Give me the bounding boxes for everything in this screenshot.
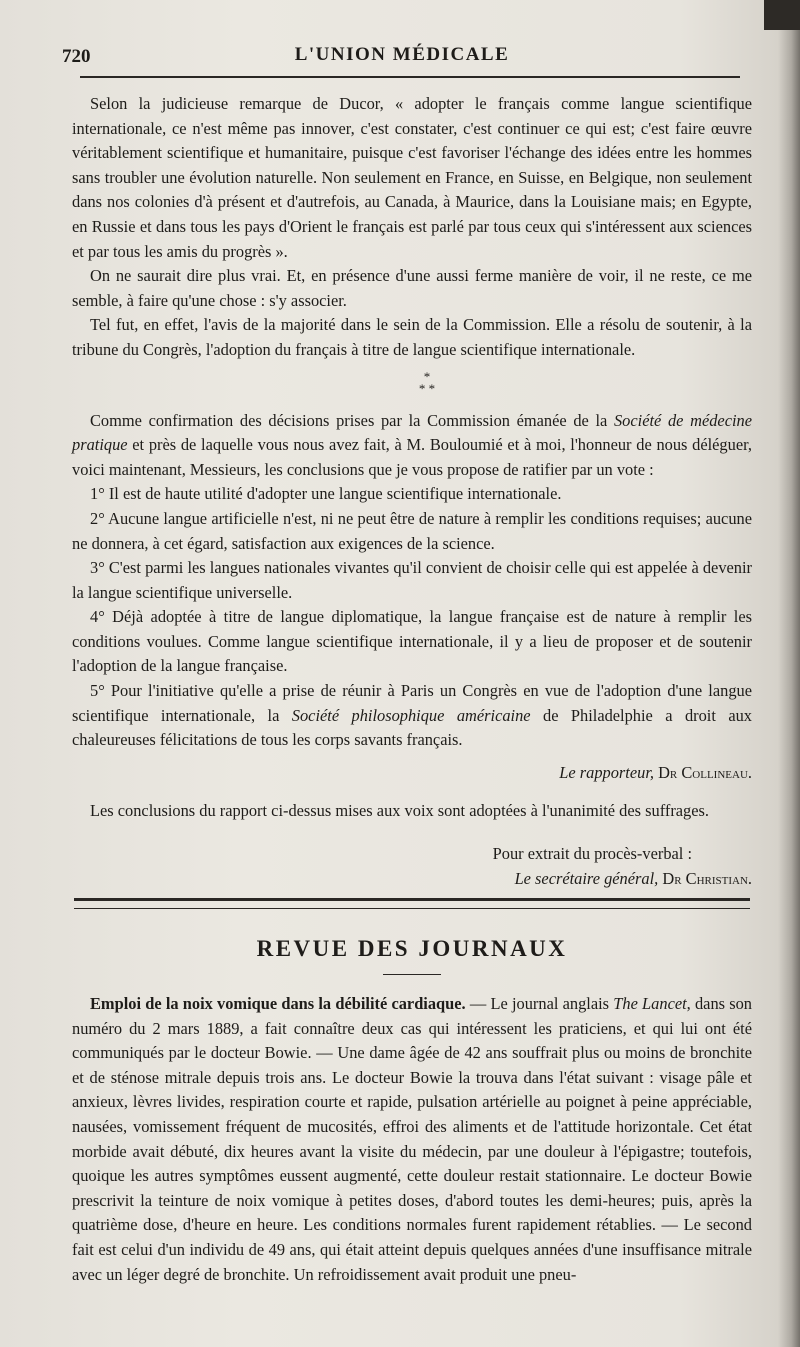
signature-role: Le rapporteur,	[559, 762, 654, 782]
section-divider	[74, 898, 750, 909]
page-edge-shadow	[778, 0, 800, 1347]
journal-name: The Lancet	[613, 994, 687, 1013]
conclusion-item-3: 3° C'est parmi les langues nationales vivantes qu'il convient de choisir celle qui est appelée à devenir la langue scientifique universelle.	[72, 558, 752, 602]
american-society-name: Société philosophique américaine	[291, 705, 531, 725]
paragraph-commission: Tel fut, en effet, l'avis de la majorité dans le sein de la Commission. Elle a résolu de soutenir, à la tribune du Congrès, l'adoption du français à titre de langue scientifique internationale.	[72, 315, 752, 359]
secretary-role: Le secrétaire général,	[514, 868, 659, 888]
scan-corner	[764, 0, 800, 30]
article-lead: — Le journal anglais	[465, 994, 614, 1013]
society-name: Société de médecine pratique	[72, 410, 752, 455]
conclusions-intro-b: et près de laquelle vous nous avez fait, à M. Bouloumié et à moi, l'honneur de nous déléguer, voici maintenant, Messieurs, les conclusions que je vous propose de ratifier par un vote :	[72, 435, 752, 479]
page-header	[62, 40, 742, 76]
item5-b: de Philadelphie a droit aux chaleureuses félicitations de tous les corps savants français.	[72, 705, 753, 750]
conclusions-intro-a: Comme confirmation des décisions prises par la Commission émanée de la	[90, 410, 614, 430]
article-headline: Emploi de la noix vomique dans la débilité cardiaque.	[90, 994, 466, 1013]
paragraph-agreement: On ne saurait dire plus vrai. Et, en présence d'une aussi ferme manière de voir, il ne reste, ce me semble, à faire qu'une chose : s'y associer.	[72, 266, 752, 310]
asterism-bottom: * *	[418, 380, 436, 396]
header-rule	[80, 76, 740, 78]
article-paragraph	[72, 992, 752, 1287]
conclusions-intro	[72, 409, 752, 483]
conclusion-item-1: 1° Il est de haute utilité d'adopter une langue scientifique internationale.	[90, 484, 562, 504]
conclusion-item-5	[72, 679, 752, 753]
adoption-paragraph: Les conclusions du rapport ci-dessus mises aux voix sont adoptées à l'unanimité des suffrages.	[90, 801, 709, 821]
extract-line: Pour extrait du procès-verbal :	[492, 844, 692, 864]
conclusion-item-4: 4° Déjà adoptée à titre de langue diplomatique, la langue française est de nature à remplir les conditions voulues. Comme langue scientifique internationale, il y a lieu de proposer et de soutenir l'adoption de la langue française.	[72, 607, 752, 676]
conclusion-item-2: 2° Aucune langue artificielle n'est, ni ne peut être de nature à remplir les conditions requises; aucune ne donnera, à cet égard, satisfaction aux exigences de la science.	[72, 508, 752, 553]
page-number: 720	[62, 46, 91, 67]
item5-a: 5° Pour l'initiative qu'elle a prise de réunir à Paris un Congrès en vue de l'adoption d'une langue scientifique internationale, la	[72, 681, 752, 725]
title-underline	[383, 974, 441, 975]
paragraph-ducor-quote: Selon la judicieuse remarque de Ducor, « adopter le français comme langue scientifique internationale, ce n'est même pas innover, c'est constater, c'est continuer ce qui est; c'est faire œuvre véritablement scientifique et humanitaire, puisque c'est favoriser l'échange des idées entre les hommes sans troubler une évolution naturelle. Non seulement en France, en Suisse, en Belgique, non seulement dans nos colonies d'à présent et d'autrefois, au Canada, à Maurice, dans la Louisiane mais; en Egypte, en Russie et dans tous les pays d'Orient le français est parlé par tous ceux qui s'intéressent aux sciences et par tous les amis du progrès ».	[72, 94, 752, 261]
section-title: REVUE DES JOURNAUX	[256, 936, 568, 961]
minutes-extract	[72, 842, 752, 891]
secretary-name: Dr Christian.	[662, 868, 752, 888]
signature-name: Dr Collineau.	[658, 762, 752, 782]
article-body: , dans son numéro du 2 mars 1889, a fait connaître deux cas qui intéressent les praticiens, et qui lui ont été communiqués par le docteur Bowie. — Une dame âgée de 42 ans souffrait plus ou moins de bronchite et de sténose mitrale depuis trois ans. Le docteur Bowie la trouva dans l'état suivant : visage pâle et anxieux, lèvres livides, respiration courte et rapide, pulsation artérielle au poignet à peine appréciable, nausées, vomissement fréquent de mucosités, effroi des aliments et de l'attitude horizontale. Cet état morbide avait débuté, dix heures avant la visite du médecin, par une douleur à l'épigastre; toutefois, quoique les autres symptômes eussent augmenté, cette douleur restait stationnaire. Le docteur Bowie prescrivit la teinture de noix vomique à petites doses, d'abord toutes les demi-heures; puis, après la quatrième dose, d'heure en heure. Les conditions normales furent rapidement rétablies. — Le second fait est celui d'un individu de 49 ans, qui était atteint depuis quelques années d'une insuffisance mitrale avec un léger degré de bronchite. Un refroidissement avait produit une pneu-	[72, 994, 753, 1284]
extract-signature	[72, 867, 752, 892]
article-noix-vomique	[72, 992, 752, 1287]
report-body	[72, 92, 752, 891]
rapporteur-signature	[72, 761, 752, 786]
running-title: L'UNION MÉDICALE	[294, 44, 510, 65]
asterism	[102, 368, 752, 401]
asterism-top: *	[423, 368, 431, 384]
